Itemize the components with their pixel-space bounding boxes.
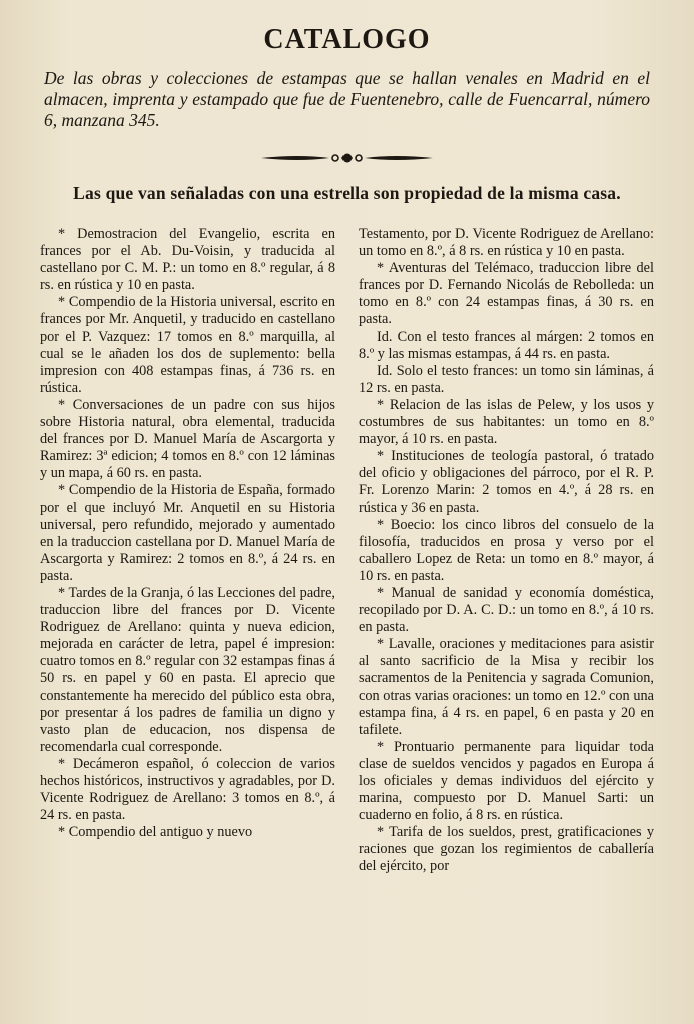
catalog-entry: * Compendio de la Historia universal, escrito en frances por Mr. Anquetil, y traducido en castellano por el P. Vazquez: 17 tomos en 8.º marquilla, al cual se le añaden los dos de suplemento: bella impresion con 408 estampas finas, á 736 rs. en rústica.	[40, 294, 335, 396]
catalog-entry-continued: Testamento, por D. Vicente Rodriguez de Arellano: un tomo en 8.º, á 8 rs. en rústica y 10 en pasta.	[359, 226, 654, 260]
catalog-entry: * Relacion de las islas de Pelew, y los usos y costumbres de sus habitantes: un tomo en 8.º mayor, á 10 rs. en pasta.	[359, 396, 654, 448]
catalog-entry: * Boecio: los cinco libros del consuelo de la filosofía, traducidos en prosa y verso por el caballero Lopez de Reta: un tomo en 8.º mayor, á 10 rs. en pasta.	[359, 516, 654, 584]
catalog-entry: * Conversaciones de un padre con sus hijos sobre Historia natural, obra elemental, traducida del frances por D. Manuel María de Ascargorta y Ramirez: 3ª edicion; 4 tomos en 8.º con 12 láminas y un mapa, á 60 rs. en pasta.	[40, 396, 335, 482]
catalog-entry: * Prontuario permanente para liquidar toda clase de sueldos vencidos y pagados en Europa á los oficiales y demas individuos del ejército y marina, compuesto por D. Manuel Sarti: un cuaderno en folio, á 8 rs. en rústica.	[359, 738, 654, 824]
catalog-entry: * Compendio del antiguo y nuevo	[58, 824, 253, 841]
catalog-entry: Id. Solo el testo frances: un tomo sin láminas, á 12 rs. en pasta.	[359, 362, 654, 396]
catalog-subtitle: De las obras y colecciones de estampas que se hallan venales en Madrid en el almacen, imprenta y estampado que fue de Fuentenebro, calle de Fuencarral, número 6, manzana 345.	[44, 68, 650, 130]
right-column	[359, 226, 654, 876]
catalog-entry: * Instituciones de teología pastoral, ó tratado del oficio y obligaciones del párroco, por el R. P. Fr. Lorenzo Marin: 2 tomos en 4.º, á 28 rs. en rústica y 36 en pasta.	[359, 448, 654, 516]
catalog-entry: * Lavalle, oraciones y meditaciones para asistir al santo sacrificio de la Misa y recibir los sacramentos de la Penitencia y sagrada Comunion, con otras varias oraciones: un tomo en 12.º con una estampa fina, á 4 rs. en papel, 6 en pasta y 20 en tafilete.	[359, 636, 654, 738]
ornament-divider-icon	[259, 151, 435, 165]
catalog-columns	[40, 226, 654, 876]
catalog-entry: * Demostracion del Evangelio, escrita en frances por el Ab. Du-Voisin, y traducida al castellano por C. M. P.: un tomo en 8.º regular, á 8 rs. en rústica y 10 en pasta.	[40, 226, 335, 294]
catalog-entry: * Tardes de la Granja, ó las Lecciones del padre, traduccion libre del frances por D. Vicente Rodriguez de Arellano: quinta y nueva edicion, mejorada en carácter de letra, papel é impresion: cuatro tomos en 8.º regular con 32 estampas finas á 50 rs. en papel y 60 en pasta. El aprecio que constantemente ha merecido del público esta obra, por presentar á los padres de familia un digno y vasto plan de educacion, nos dispensa de recomendarla cual corresponde.	[40, 584, 336, 755]
catalog-entry: * Tarifa de los sueldos, prest, gratificaciones y raciones que gozan los regimientos de caballería del ejército, por	[359, 824, 654, 875]
page-title: CATALOGO	[263, 24, 431, 55]
catalog-entry: Id. Con el testo frances al márgen: 2 tomos en 8.º y las mismas estampas, á 44 rs. en pasta.	[359, 328, 654, 362]
catalog-entry: * Compendio de la Historia de España, formado por el que incluyó Mr. Anquetil en su Historia universal, pero refundido, mejorado y aumentado en la traduccion castellana por D. Manuel María de Ascargorta y Ramirez: 2 tomos en 8.º, á 24 rs. en pasta.	[40, 482, 335, 584]
catalog-entry: * Manual de sanidad y economía doméstica, recopilado por D. A. C. D.: un tomo en 8.º, á 10 rs. en pasta.	[359, 584, 654, 636]
catalog-entry: * Aventuras del Telémaco, traduccion libre del frances por D. Fernando Nicolás de Rebolleda: un tomo en 8.º con 24 estampas finas, á 30 rs. en pasta.	[359, 260, 654, 328]
left-column	[40, 226, 335, 876]
catalog-entry: * Decámeron español, ó coleccion de varios hechos históricos, instructivos y agradables, por D. Vicente Rodriguez de Arellano: 3 tomos en 8.º, á 24 rs. en pasta.	[40, 755, 335, 824]
star-notice: Las que van señaladas con una estrella son propiedad de la misma casa.	[73, 183, 621, 203]
